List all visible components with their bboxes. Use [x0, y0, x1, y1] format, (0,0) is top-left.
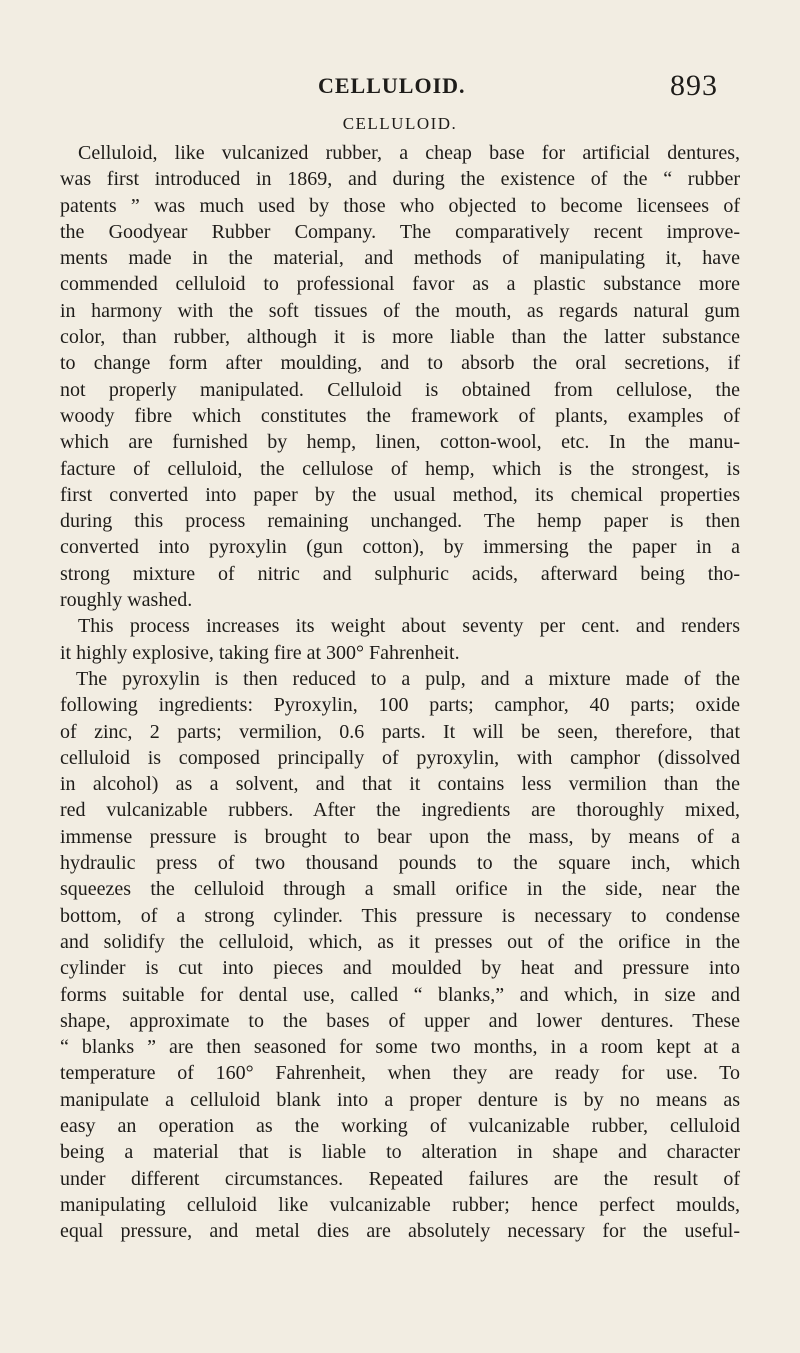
text-line: celluloid is composed principally of pyroxylin, with camphor (dissolved [60, 746, 740, 769]
text-line: the Goodyear Rubber Company. The comparatively recent improve- [60, 220, 740, 243]
text-line: red vulcanizable rubbers. After the ingredients are thoroughly mixed, [60, 799, 740, 822]
text-line: which are furnished by hemp, linen, cotton-wool, etc. In the manu- [60, 431, 740, 454]
text-line: easy an operation as the working of vulcanizable rubber, celluloid [60, 1114, 740, 1137]
text-line: “ blanks ” are then seasoned for some two months, in a room kept at a [60, 1036, 740, 1059]
text-line: patents ” was much used by those who objected to become licensees of [60, 194, 740, 217]
text-line: temperature of 160° Fahrenheit, when they are ready for use. To [60, 1062, 740, 1085]
text-line: color, than rubber, although it is more liable than the latter substance [60, 326, 740, 349]
text-line: of zinc, 2 parts; vermilion, 0.6 parts. It will be seen, therefore, that [60, 720, 740, 743]
text-line: This process increases its weight about seventy per cent. and renders [78, 615, 740, 638]
page-number: 893 [670, 69, 718, 102]
section-heading: CELLULOID. [342, 114, 458, 133]
text-line: woody fibre which constitutes the framework of plants, examples of [60, 404, 740, 427]
text-line: equal pressure, and metal dies are absolutely necessary for the useful- [60, 1220, 740, 1243]
text-line: under different circumstances. Repeated failures are the result of [60, 1167, 740, 1190]
running-title: CELLULOID. [318, 73, 466, 98]
text-line: bottom, of a strong cylinder. This pressure is necessary to condense [60, 904, 740, 927]
text-line: hydraulic press of two thousand pounds to the square inch, which [60, 852, 740, 875]
text-line: not properly manipulated. Celluloid is obtained from cellulose, the [60, 378, 740, 401]
text-line: commended celluloid to professional favor as a plastic substance more [60, 273, 740, 296]
text-line: converted into pyroxylin (gun cotton), by immersing the paper in a [60, 536, 740, 559]
running-head [318, 69, 718, 109]
text-line: in harmony with the soft tissues of the mouth, as regards natural gum [60, 299, 740, 322]
text-line: it highly explosive, taking fire at 300° Fahrenheit. [60, 641, 460, 664]
text-line: squeezes the celluloid through a small orifice in the side, near the [60, 878, 740, 901]
text-line: roughly washed. [60, 589, 193, 612]
text-line: in alcohol) as a solvent, and that it contains less vermilion than the [60, 773, 740, 796]
text-line: Celluloid, like vulcanized rubber, a cheap base for artificial dentures, [78, 142, 740, 164]
text-line: manipulate a celluloid blank into a proper denture is by no means as [60, 1088, 740, 1111]
text-line: was first introduced in 1869, and during the existence of the “ rubber [60, 168, 740, 191]
text-line: being a material that is liable to alteration in shape and character [60, 1141, 740, 1164]
text-line: shape, approximate to the bases of upper and lower dentures. These [60, 1009, 740, 1032]
text-line: ments made in the material, and methods of manipulating it, have [60, 247, 740, 270]
text-line: immense pressure is brought to bear upon the mass, by means of a [60, 825, 740, 848]
text-line: during this process remaining unchanged. The hemp paper is then [60, 510, 740, 533]
text-line: strong mixture of nitric and sulphuric acids, afterward being tho- [60, 562, 740, 585]
text-line: forms suitable for dental use, called “ blanks,” and which, in size and [60, 983, 740, 1006]
text-line: and solidify the celluloid, which, as it presses out of the orifice in the [60, 930, 740, 953]
text-line: following ingredients: Pyroxylin, 100 parts; camphor, 40 parts; oxide [60, 694, 740, 717]
text-line: cylinder is cut into pieces and moulded by heat and pressure into [60, 957, 740, 980]
text-line: facture of celluloid, the cellulose of hemp, which is the strongest, is [60, 457, 740, 480]
text-line: to change form after moulding, and to absorb the oral secretions, if [60, 352, 740, 375]
text-line: The pyroxylin is then reduced to a pulp, and a mixture made of the [76, 667, 740, 690]
text-line: manipulating celluloid like vulcanizable rubber; hence perfect moulds, [60, 1193, 740, 1216]
text-line: first converted into paper by the usual method, its chemical properties [60, 483, 740, 506]
body-text [60, 140, 740, 1244]
